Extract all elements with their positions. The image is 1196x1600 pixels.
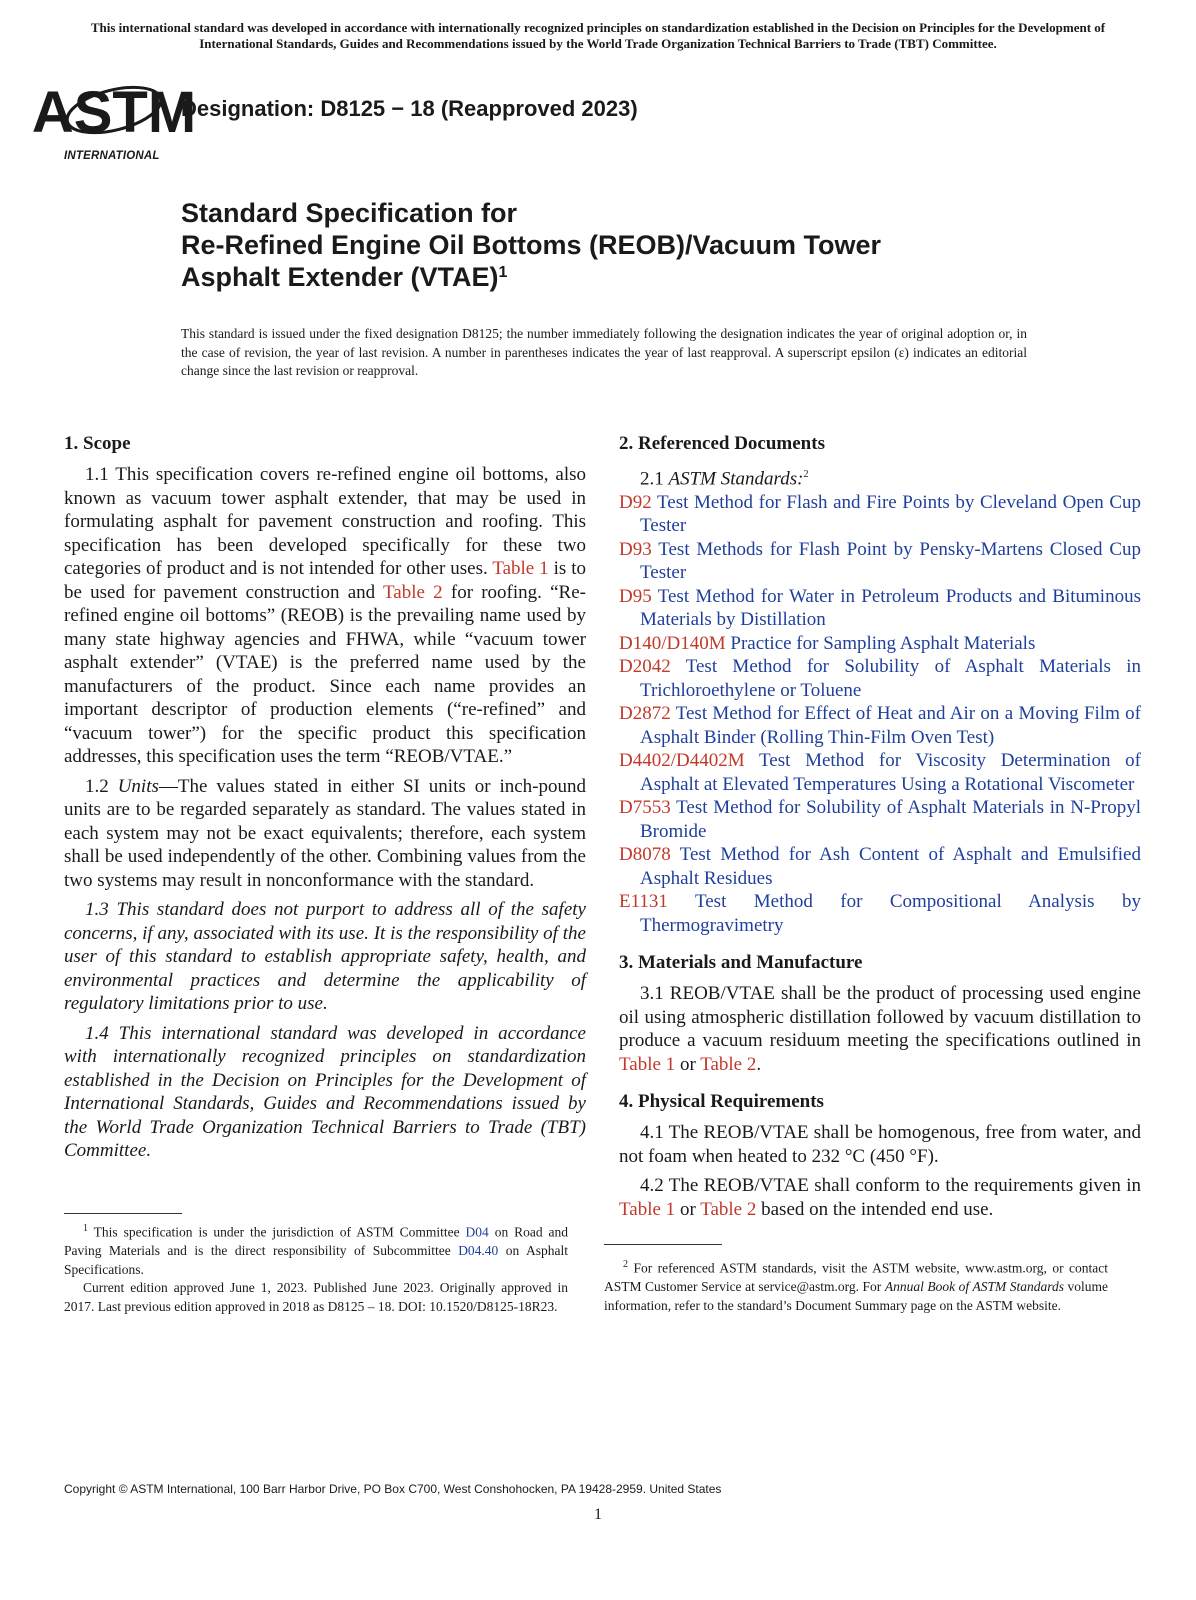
astm-logo [31,72,197,168]
issuance-note: This standard is issued under the fixed designation D8125; the number immediately following the designation indicates the year of original adoption or, in the case of revision, the year of last revision. A number in parentheses indicates the year of last reapproval. A superscript epsilon (ε) indicates an editorial change since the last revision or reapproval. [181,326,1027,378]
reference-code-link[interactable]: D95 [619,585,652,607]
edition-note: Current edition approved June 1, 2023. Published June 2023. Originally approved in 2017. Last previous edition approved in 2018 as D8125 – 18. DOI: 10.1520/D8125-18R23. [64,1280,568,1314]
scope-para-1-4: 1.4 This international standard was developed in accordance with internationally recognized principles on standardization established in the Decision on Principles for the Development of International Standards, Guides and Recommendations issued by the World Trade Organization Technical Barriers to Trade (TBT) Committee. [64,1022,586,1161]
reference-item [619,702,1141,749]
reference-code-link[interactable]: D92 [619,491,652,513]
physical-para-4-2: 4.2 The REOB/VTAE shall conform to the requirements given in Table 1 or Table 2 based on the intended end use. [619,1175,1141,1220]
subcommittee-d0440-link[interactable]: D04.40 [458,1243,499,1258]
astm-logo-icon [31,72,197,150]
header-notice: This international standard was developed in accordance with internationally recognized principles on standardization established in the Decision on Principles for the Development of International Standards, Guides and Recommendations issued by the World Trade Organization Technical Barriers to Trade (TBT) Committee. [90,20,1106,51]
table-2-link[interactable]: Table 2 [383,581,443,603]
reference-code-link[interactable]: D93 [619,538,652,560]
physical-para-4-1: 4.1 The REOB/VTAE shall be homogenous, free from water, and not foam when heated to 232 °C (450 °F). [619,1122,1141,1167]
astm-standards-subhead: 2.1 ASTM Standards:$^2$ [640,468,809,490]
reference-item [619,796,1141,843]
logo-text: INTERNATIONAL [64,150,160,162]
footnote-2: $^2$ For referenced ASTM standards, visit the ASTM website, www.astm.org, or contact ASTM Customer Service at service@astm.org. For Annual Book of ASTM Standards volume information, refer to the standard’s Document Summary page on the ASTM website. [604,1259,1109,1313]
designation: Designation: D8125 − 18 (Reapproved 2023) [181,96,638,121]
reference-code-link[interactable]: E1131 [619,891,668,913]
table-2-link[interactable]: Table 2 [700,1198,757,1220]
materials-heading: 3. Materials and Manufacture [619,952,863,974]
reference-item [619,890,1141,937]
reference-item [619,538,1141,585]
committee-d04-link[interactable]: D04 [465,1224,489,1240]
document-title [181,197,881,293]
reference-title-link[interactable]: Test Method for Water in Petroleum Products and Bituminous Materials by Distillation [640,585,1141,631]
reference-title-link[interactable]: Test Method for Solubility of Asphalt Materials in Trichloroethylene or Toluene [640,656,1141,701]
scope-para-1-3: 1.3 This standard does not purport to address all of the safety concerns, if any, associated with its use. It is the responsibility of the user of this standard to establish appropriate safety, health, and environmental practices and determine the applicability of regulatory limitations prior to use. [64,899,586,1014]
reference-code-link[interactable]: D8078 [619,844,671,866]
scope-para-1-2: 1.2 Units—The values stated in either SI units or inch-pound units are to be regarded separately as standard. The values stated in each system may not be exact equivalents; therefore, each system shall be used independently of the other. Combining values from the two systems may result in nonconformance with the standard. [64,775,586,891]
title-line-2: Re-Refined Engine Oil Bottoms (REOB)/Vacuum Tower [181,230,882,260]
materials-para-3-1: 3.1 REOB/VTAE shall be the product of processing used engine oil using atmospheric distillation followed by vacuum distillation to produce a vacuum residuum meeting the specifications outlined in Table 1 or Table 2. [619,983,1141,1075]
reference-title-link[interactable]: Practice for Sampling Asphalt Materials [730,632,1036,654]
reference-title-link[interactable]: Test Method for Ash Content of Asphalt and Emulsified Asphalt Residues [640,844,1141,889]
table-1-link[interactable]: Table 1 [619,1198,676,1220]
reference-title-link[interactable]: Test Method for Compositional Analysis by Thermogravimetry [640,891,1141,936]
table-2-link[interactable]: Table 2 [700,1053,757,1075]
reference-item [619,491,1141,538]
copyright: Copyright © ASTM International, 100 Barr Harbor Drive, PO Box C700, West Conshohocken, PA 19428-2959. United States [64,1482,722,1496]
reference-title-link[interactable]: Test Method for Solubility of Asphalt Materials in N-Propyl Bromide [640,797,1141,842]
title-line-3: Asphalt Extender (VTAE)$^1$ [181,262,508,292]
reference-item [619,843,1141,890]
referenced-heading: 2. Referenced Documents [619,433,825,454]
reference-code-link[interactable]: D2872 [619,703,671,725]
footnote-rule-right [604,1244,722,1245]
title-line-1: Standard Specification for [181,198,518,228]
reference-code-link[interactable]: D2042 [619,656,671,678]
right-column [619,432,1141,1227]
reference-item [619,655,1141,702]
footnote-1: $^1$ This specification is under the jurisdiction of ASTM Committee D04 on Road and Paving Materials and is the direct responsibility of Subcommittee D04.40 on Asphalt Specifications. Current edition approved June 1, 2023. Published June 2023. Originally approved in 2017. Last previous edition approved in 2018 as D8125 – 18. DOI: 10.1520/D8125-18R23. [64,1220,568,1316]
reference-title-link[interactable]: Test Methods for Flash Point by Pensky-Martens Closed Cup Tester [640,538,1141,584]
reference-item [619,585,1141,632]
astm-logo-mark: ASTM [31,80,197,145]
left-column [64,432,586,1169]
scope-heading: 1. Scope [64,433,131,454]
table-1-link[interactable]: Table 1 [492,558,549,579]
scope-para-1-1: 1.1 This specification covers re-refined engine oil bottoms, also known as vacuum tower asphalt extender, that may be used in formulating asphalt for pavement construction and roofing. This specification has been developed specifically for these two categories of product and is not intended for other uses. Table 1 is to be used for pavement construction and Table 2 for roofing. “Re-refined engine oil bottoms” (REOB) is the prevailing name used by many state highway agencies and FHWA, while “vacuum tower asphalt extender” (VTAE) is the preferred name used by the manufacturers of the product. Since each name provides an important descriptor of production elements (“re-refined” and “vacuum tower”) for the specific product this specification addresses, this specification uses the term “REOB/VTAE.” [64,464,586,767]
reference-item [619,749,1141,796]
physical-heading: 4. Physical Requirements [619,1091,824,1113]
reference-title-link[interactable]: Test Method for Viscosity Determination of Asphalt at Elevated Temperatures Using a Rotational Viscometer [640,750,1141,795]
reference-code-link[interactable]: D7553 [619,797,671,819]
page-number: 1 [594,1506,602,1523]
reference-title-link[interactable]: Test Method for Effect of Heat and Air on a Moving Film of Asphalt Binder (Rolling Thin-Film Oven Test) [640,703,1141,748]
reference-title-link[interactable]: Test Method for Flash and Fire Points by Cleveland Open Cup Tester [640,491,1141,537]
footnote-rule-left [64,1213,182,1214]
reference-code-link[interactable]: D4402/D4402M [619,750,745,772]
reference-item [619,632,1141,656]
reference-code-link[interactable]: D140/D140M [619,632,726,654]
table-1-link[interactable]: Table 1 [619,1053,676,1075]
reference-list [619,491,1141,938]
title-footnote-mark: 1 [498,264,508,281]
